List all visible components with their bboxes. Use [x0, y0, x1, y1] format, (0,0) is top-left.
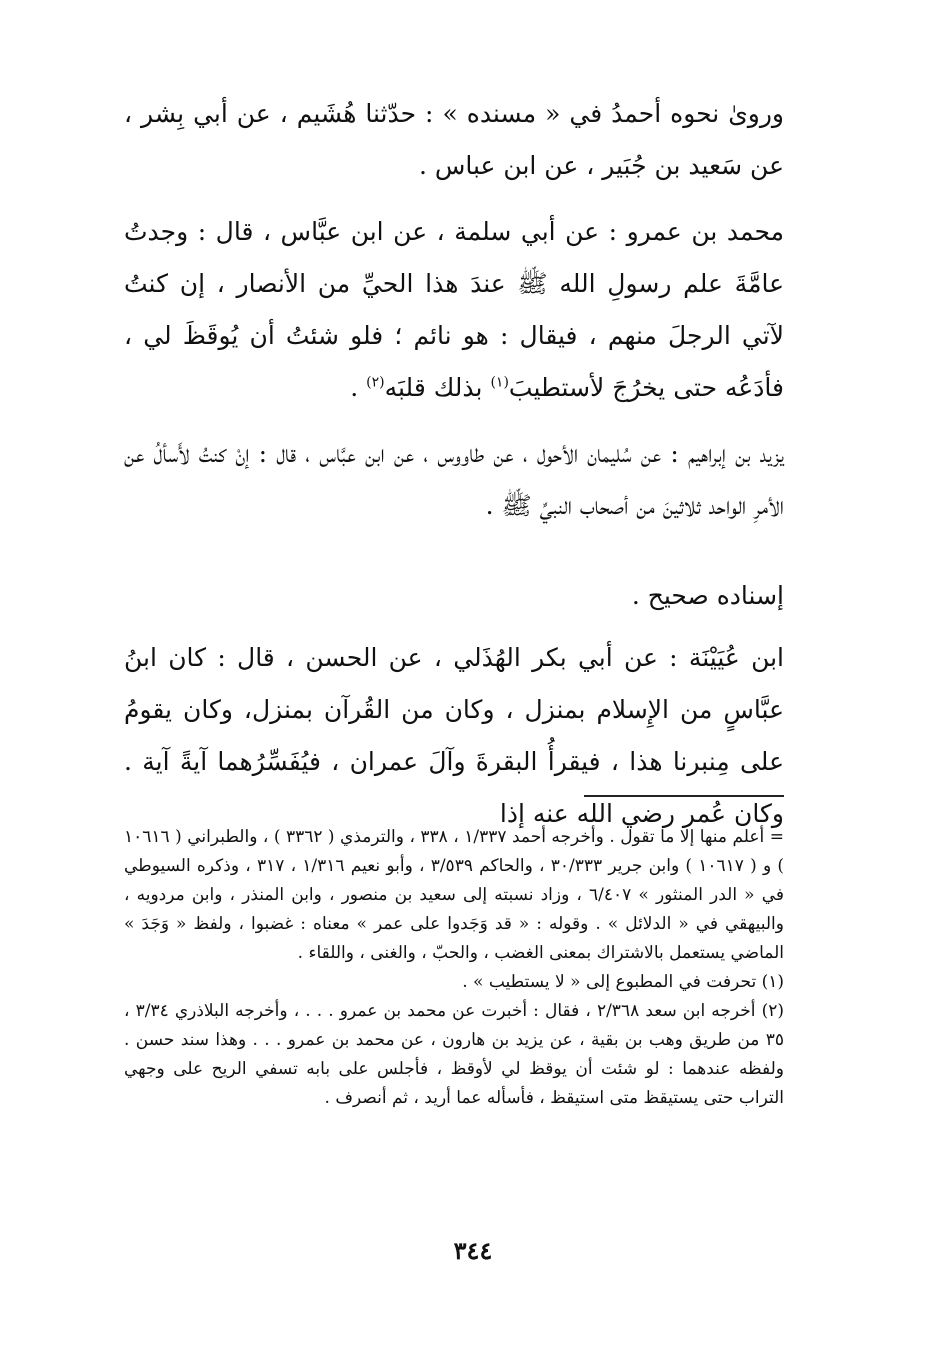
footnotes-block: [124, 823, 784, 1113]
paragraph-text-continued: بذلك قلبَه: [384, 373, 491, 402]
footnote-ref-2: (٢): [366, 374, 385, 391]
paragraph-gap: [124, 532, 784, 570]
footnote-1: (١) تحرفت في المطبوع إلى « لا يستطيب » .: [462, 972, 784, 992]
paragraph-muhammad-ibn-amr: [124, 206, 784, 414]
footnote-ref-1: (١): [490, 374, 509, 391]
page-number: ٣٤٤: [453, 1236, 493, 1265]
main-text-block: [124, 88, 784, 840]
paragraph-isnad-grading: إسناده صحيح .: [631, 581, 784, 610]
paragraph-gap: [124, 622, 784, 632]
paragraph-yazid-ibn-ibrahim: يزيد بن إبراهيم : عن سُليمان الأحول ، عن طاووس ، عن ابن عبَّاس ، قال : إنْ كنتُ لأَسألُ عن الأمرِ الواحد ثلاثينَ من أصحاب النبيِّ ﷺ .: [124, 439, 784, 520]
paragraph-gap: [124, 192, 784, 206]
paragraph-gap: [124, 414, 784, 428]
footnote-divider: [584, 795, 784, 797]
footnote-2: (٢) أخرجه ابن سعد ٢/٣٦٨ ، فقال : أخبرت عن محمد بن عمرو . . . ، وأخرجه البلاذري ٣/٣٤ ، ٣٥ من طريق وهب بن بقية ، عن يزيد بن هارون ، عن محمد بن عمرو . . . وهذا سند حسن . ولفظه عندهما : لو شئت أن يوقظ لي لأوقظ ، فأجلس على بابه تسفي الريح على وجهي التراب حتى يستيقظ متى استيقظ ، فأسأله عما أريد ، ثم أنصرف .: [124, 1001, 785, 1108]
footnote-continuation: = أعلم منها إلا ما تقول . وأخرجه أحمد ١/٣٣٧ ، ٣٣٨ ، والترمذي ( ٣٣٦٢ ) ، والطبراني ( ١٠٦١٦ ) و ( ١٠٦١٧ ) وابن جرير ٣٠/٣٣٣ ، والحاكم ٣/٥٣٩ ، وأبو نعيم ١/٣١٦ ، ٣١٧ ، وذكره السيوطي في « الدر المنثور » ٦/٤٠٧ ، وزاد نسبته إلى سعيد بن منصور ، وابن المنذر ، وابن مردويه ، والبيهقي في « الدلائل » . وقوله : « قد وَجَدوا على عمر » معناه : غضبوا ، ولفظ « وَجَدَ » الماضي يستعمل بالاشتراك بمعنى الغضب ، والحبّ ، والغنى ، واللقاء .: [124, 827, 784, 963]
paragraph-musnad-narration: ورویٰ نحوه أحمدُ في « مسنده » : حدّثنا هُشَيم ، عن أبي بِشر ، عن سَعيد بن جُبَير ، عن ابن عباس .: [124, 99, 784, 180]
paragraph-ibn-uyaynah: ابن عُيَيْنَة : عن أبي بكر الهُذَلي ، عن الحسن ، قال : كان ابنُ عبَّاسٍ من الإِسلام بمنزل ، وكان من القُرآن بمنزل، وكان يقومُ على مِنبرنا هذا ، فيقرأُ البقرةَ وآلَ عمران ، فيُفَسِّرُهما آيةً آية . وكان عُمر رضي الله عنه إذا: [124, 643, 784, 828]
paragraph-end: .: [350, 373, 367, 402]
paragraph-text: محمد بن عمرو : عن أبي سلمة ، عن ابن عبَّاس ، قال : وجدتُ عامَّةَ علم رسولِ الله ﷺ عندَ هذا الحيِّ من الأنصار ، إن كنتُ لآتي الرجلَ منهم ، فيقال : هو نائم ؛ فلو شئتُ أن يُوقَظَ لي ، فأدَعُه حتى يخرُجَ لأستطيبَ: [124, 217, 784, 402]
